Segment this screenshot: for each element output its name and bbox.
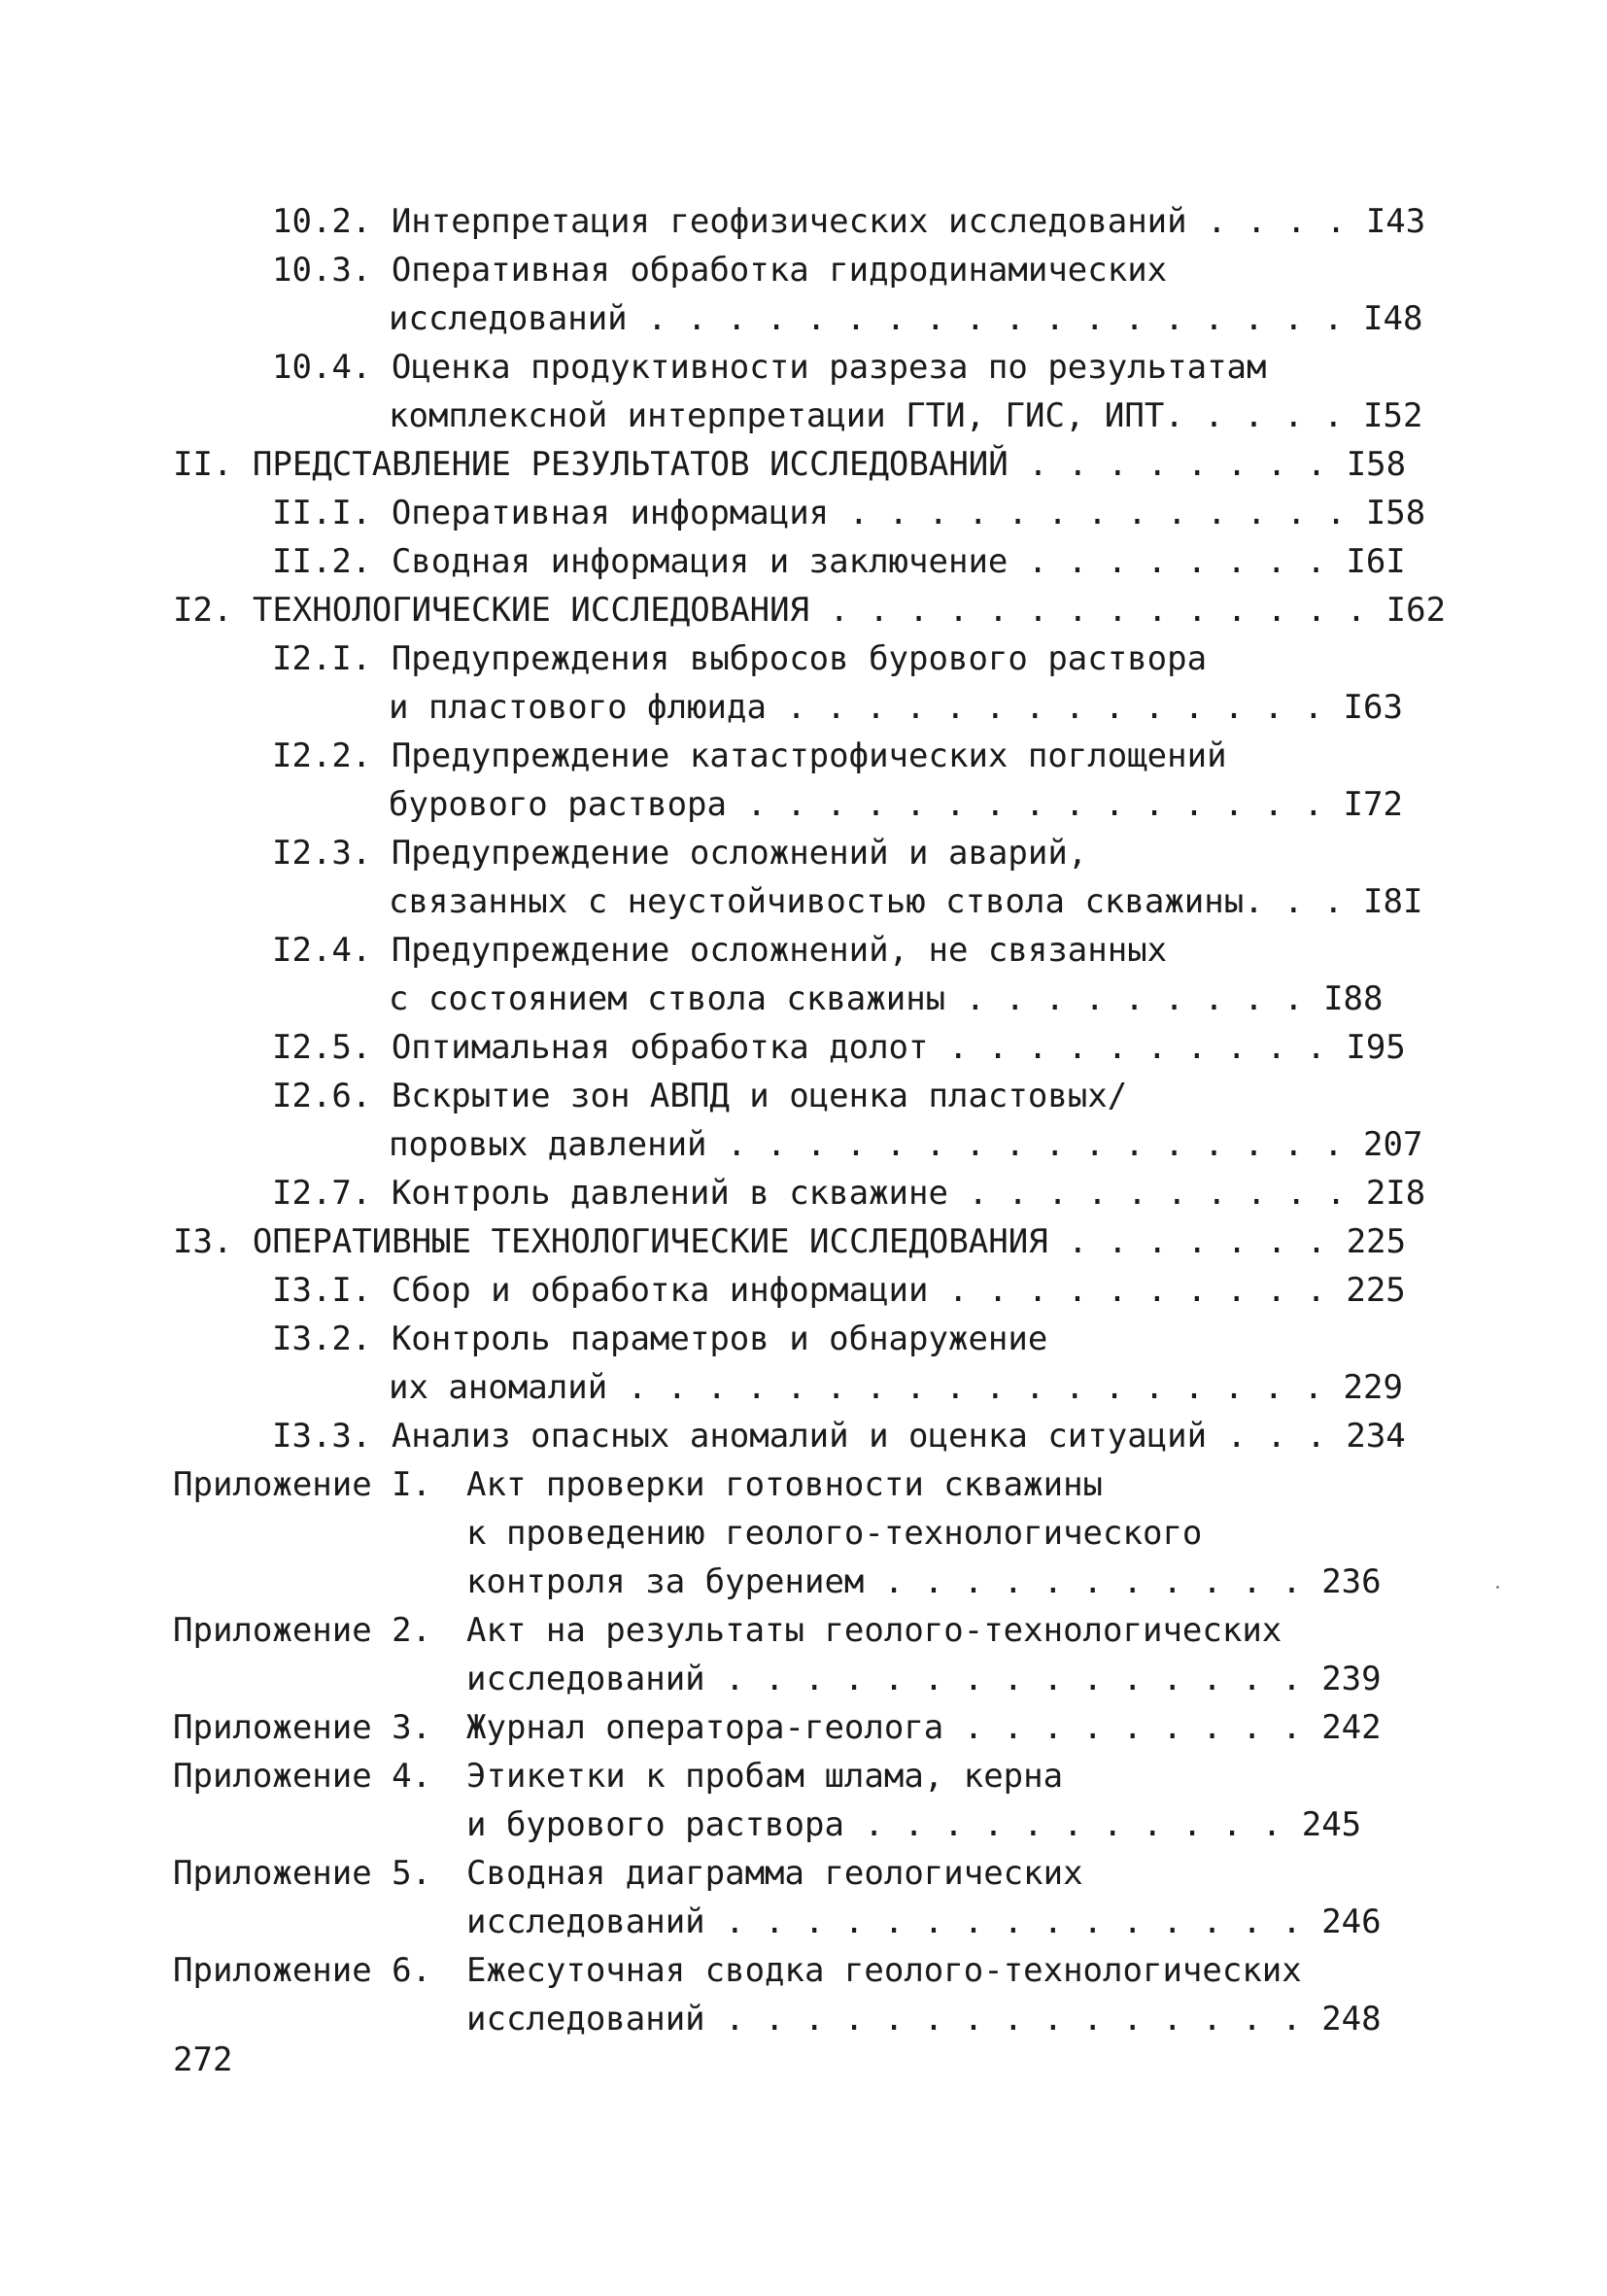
appendix-6-label: Приложение 6. <box>173 1951 432 1990</box>
toc-section-11: II. ПРЕДСТАВЛЕНИЕ РЕЗУЛЬТАТОВ ИССЛЕДОВАНИЙ . . . . . . . . I58 <box>173 445 1407 484</box>
appendix-3-title: Журнал оператора-геолога . . . . . . . . . 242 <box>466 1708 1382 1747</box>
toc-entry-12-1-cont: и пластового флюида . . . . . . . . . . . . . . I63 <box>389 688 1403 727</box>
toc-entry-11-1: II.I. Оперативная информация . . . . . . . . . . . . . I58 <box>272 494 1426 532</box>
toc-section-12: I2. ТЕХНОЛОГИЧЕСКИЕ ИССЛЕДОВАНИЯ . . . . . . . . . . . . . . I62 <box>173 591 1447 630</box>
toc-entry-10-4-cont: комплексной интерпретации ГТИ, ГИС, ИПТ. . . . . I52 <box>389 396 1423 435</box>
appendix-6-title-cont: исследований . . . . . . . . . . . . . . . 248 <box>466 2000 1382 2039</box>
toc-entry-12-2-cont: бурового раствора . . . . . . . . . . . . . . . I72 <box>389 785 1403 824</box>
appendix-4-title-cont: и бурового раствора . . . . . . . . . . . 245 <box>466 1805 1362 1844</box>
toc-entry-12-3-cont: связанных с неустойчивостью ствола скважины. . . I8I <box>389 882 1423 921</box>
toc-entry-12-2: I2.2. Предупреждение катастрофических поглощений <box>272 737 1227 775</box>
toc-entry-13-1: I3.I. Сбор и обработка информации . . . . . . . . . . 225 <box>272 1271 1406 1310</box>
appendix-3-label: Приложение 3. <box>173 1708 432 1747</box>
toc-section-13: I3. ОПЕРАТИВНЫЕ ТЕХНОЛОГИЧЕСКИЕ ИССЛЕДОВАНИЯ . . . . . . . 225 <box>173 1222 1407 1261</box>
appendix-2-label: Приложение 2. <box>173 1611 432 1650</box>
toc-entry-12-6-cont: поровых давлений . . . . . . . . . . . . . . . . 207 <box>389 1125 1423 1164</box>
appendix-4-label: Приложение 4. <box>173 1757 432 1796</box>
appendix-1-title-cont: к проведению геолого-технологического <box>466 1514 1203 1553</box>
toc-entry-11-2: II.2. Сводная информация и заключение . . . . . . . . I6I <box>272 542 1406 581</box>
appendix-1-title: Акт проверки готовности скважины <box>466 1465 1104 1504</box>
toc-entry-10-3: 10.3. Оперативная обработка гидродинамических <box>272 251 1168 290</box>
toc-entry-10-4: 10.4. Оценка продуктивности разреза по результатам <box>272 348 1267 387</box>
toc-entry-10-3-cont: исследований . . . . . . . . . . . . . . . . . . I48 <box>389 299 1423 338</box>
appendix-5-label: Приложение 5. <box>173 1854 432 1893</box>
appendix-6-title: Ежесуточная сводка геолого-технологических <box>466 1951 1302 1990</box>
toc-entry-10-2: 10.2. Интерпретация геофизических исследований . . . . I43 <box>272 202 1426 241</box>
appendix-5-title: Сводная диаграмма геологических <box>466 1854 1083 1893</box>
appendix-5-title-cont: исследований . . . . . . . . . . . . . . . 246 <box>466 1902 1382 1941</box>
toc-entry-12-6: I2.6. Вскрытие зон АВПД и оценка пластовых/ <box>272 1077 1128 1115</box>
appendix-1-label: Приложение I. <box>173 1465 432 1504</box>
appendix-2-title-cont: исследований . . . . . . . . . . . . . . . 239 <box>466 1660 1382 1698</box>
toc-entry-12-5: I2.5. Оптимальная обработка долот . . . . . . . . . . I95 <box>272 1028 1406 1067</box>
toc-entry-13-2: I3.2. Контроль параметров и обнаружение <box>272 1319 1048 1358</box>
appendix-2-title: Акт на результаты геолого-технологических <box>466 1611 1282 1650</box>
scan-speck <box>1496 1586 1499 1589</box>
toc-entry-12-7: I2.7. Контроль давлений в скважине . . . . . . . . . . 2I8 <box>272 1174 1426 1213</box>
toc-entry-12-1: I2.I. Предупреждения выбросов бурового раствора <box>272 639 1208 678</box>
toc-entry-12-4-cont: с состоянием ствола скважины . . . . . . . . . I88 <box>389 979 1384 1018</box>
toc-entry-13-3: I3.3. Анализ опасных аномалий и оценка ситуаций . . . 234 <box>272 1417 1406 1456</box>
page-number: 272 <box>173 2040 233 2079</box>
appendix-1-title-cont2: контроля за бурением . . . . . . . . . . . 236 <box>466 1562 1382 1601</box>
toc-entry-13-2-cont: их аномалий . . . . . . . . . . . . . . . . . . 229 <box>389 1368 1403 1407</box>
appendix-4-title: Этикетки к пробам шлама, керна <box>466 1757 1064 1796</box>
toc-entry-12-3: I2.3. Предупреждение осложнений и аварий, <box>272 834 1088 873</box>
toc-entry-12-4: I2.4. Предупреждение осложнений, не связанных <box>272 931 1168 970</box>
